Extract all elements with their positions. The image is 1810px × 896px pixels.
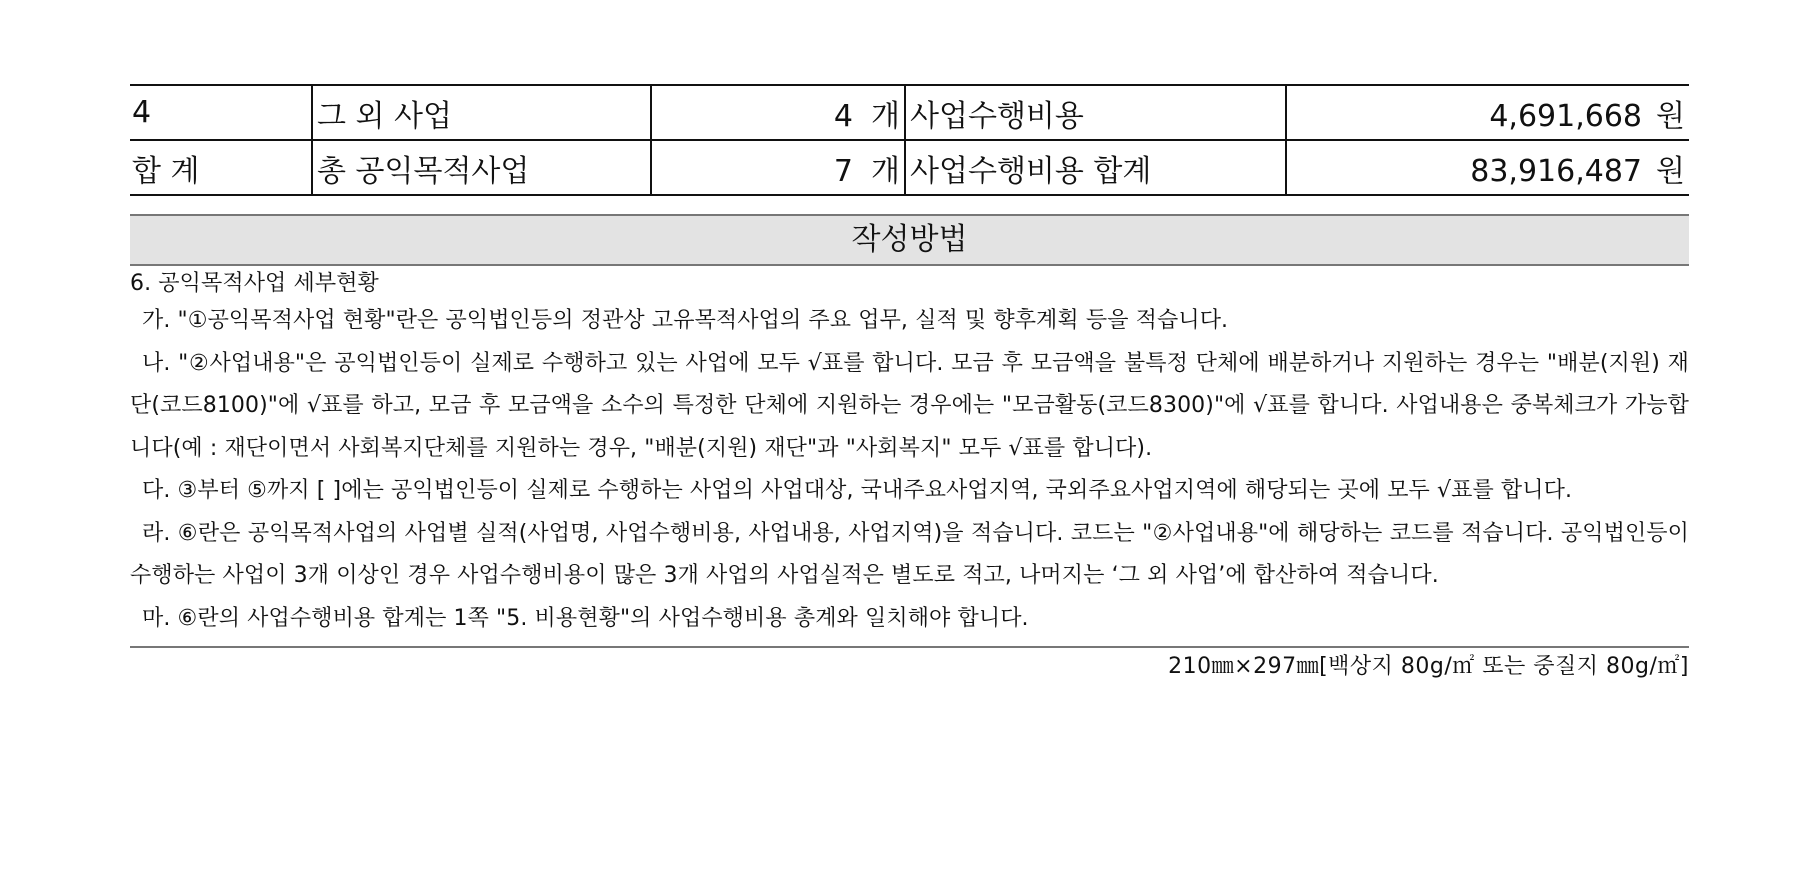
cost-amount-cell [1286,140,1689,195]
row-number-cell: 합 계 [130,140,312,195]
project-name-cell: 총 공익목적사업 [312,140,651,195]
section-title: 6. 공익목적사업 세부현황 [130,271,379,296]
document-page [130,84,1689,686]
project-count-cell [651,85,905,140]
instruction-paragraph: 가. "①공익목적사업 현황"란은 공익법인등의 정관상 고유목적사업의 주요 업무, 실적 및 향후계획 등을 적습니다. [142,308,1229,333]
project-count-value: 4 [833,98,854,134]
business-summary-table [130,84,1689,196]
cost-amount-unit: 원 [1656,153,1685,189]
table-row [130,140,1689,195]
project-count-value: 7 [833,153,854,189]
cost-amount-unit: 원 [1656,98,1685,134]
cost-label-cell: 사업수행비용 [905,85,1286,140]
cost-amount-value: 4,691,668 [1489,98,1643,134]
paper-spec-note: 210㎜×297㎜[백상지 80g/㎡ 또는 중질지 80g/㎡] [1168,654,1689,679]
cost-amount-cell [1286,85,1689,140]
cost-amount-value: 83,916,487 [1470,153,1643,189]
project-count-unit: 개 [871,98,900,134]
method-section-header: 작성방법 [130,214,1689,266]
instruction-paragraph: 마. ⑥란의 사업수행비용 합계는 1쪽 "5. 비용현황"의 사업수행비용 총계와 일치해야 합니다. [142,605,1029,631]
instruction-paragraph: 나. "②사업내용"은 공익법인등이 실제로 수행하고 있는 사업에 모두 √표를 합니다. 모금 후 모금액을 불특정 단체에 배분하거나 지원하는 경우는 "배분(지원) 재단(코드8100)"에 √표를 하고, 모금 후 모금액을 소수의 특정한 단체에 지원하는 경우에는 "모금활동(코드8300)"에 √표를 합니다. 사업내용은 중복체크가 가능합니다(예 : 재단이면서 사회복지단체를 지원하는 경우, "배분(지원) 재단"과 "사회복지" 모두 √표를 합니다). [130,350,1689,461]
table-row [130,85,1689,140]
project-count-cell [651,140,905,195]
row-number-cell: 4 [130,85,312,140]
method-section-body [130,267,1689,640]
project-count-unit: 개 [871,153,900,189]
project-name-cell: 그 외 사업 [312,85,651,140]
cost-label-cell: 사업수행비용 합계 [905,140,1286,195]
instruction-paragraph: 다. ③부터 ⑤까지 [ ]에는 공익법인등이 실제로 수행하는 사업의 사업대상, 국내주요사업지역, 국외주요사업지역에 해당되는 곳에 모두 √표를 합니다. [142,478,1573,503]
instruction-paragraph: 라. ⑥란은 공익목적사업의 사업별 실적(사업명, 사업수행비용, 사업내용, 사업지역)을 적습니다. 코드는 "②사업내용"에 해당하는 코드를 적습니다. 공익법인등이 수행하는 사업이 3개 이상인 경우 사업수행비용이 많은 3개 사업의 사업실적은 별도로 적고, 나머지는 ‘그 외 사업’에 합산하여 적습니다. [130,520,1690,588]
